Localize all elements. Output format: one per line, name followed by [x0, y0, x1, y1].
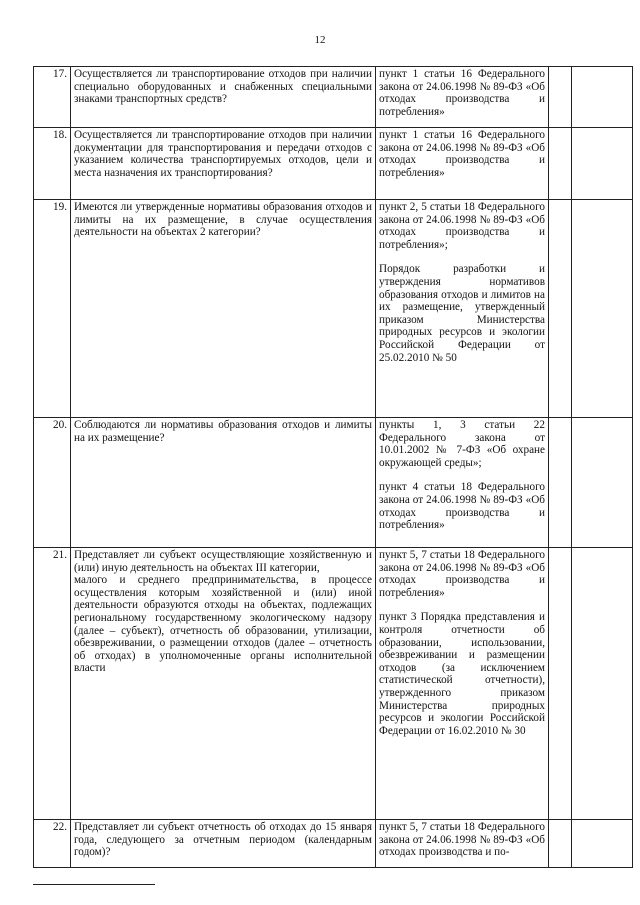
question-cell: [71, 200, 376, 418]
empty-cell: [572, 418, 633, 548]
row-number: 21.: [34, 548, 71, 820]
empty-cell: [572, 548, 633, 820]
legal-reference-cell: [376, 418, 549, 548]
legal-reference-cell: [376, 820, 549, 868]
row-number: 19.: [34, 200, 71, 418]
legal-reference-text: пункт 1 статьи 16 Федерального закона от 24.06.1998 № 89-ФЗ «Об отходах производства и потребления»: [379, 129, 545, 179]
legal-reference-text: пункт 1 статьи 16 Федерального закона от 24.06.1998 № 89-ФЗ «Об отходах производства и потребления»: [379, 68, 545, 118]
question-text: Имеются ли утвержденные нормативы образования отходов и лимиты на их размещение, в случае осуществления деятельности на объектах 2 категории?: [74, 201, 372, 239]
question-text: Осуществляется ли транспортирование отходов при наличии документации для транспортирования и передачи отходов с указанием количества транспортируемых отходов, цели и места назначения их транспортирования?: [74, 129, 372, 179]
question-cell: [71, 128, 376, 200]
legal-reference-cell: [376, 200, 549, 418]
checklist-table: [33, 66, 633, 868]
legal-reference-cell: [376, 67, 549, 128]
empty-cell: [572, 128, 633, 200]
row-number: 20.: [34, 418, 71, 548]
empty-cell: [549, 820, 572, 868]
page-number: 12: [314, 34, 326, 46]
empty-cell: [549, 67, 572, 128]
table-row: [34, 200, 633, 418]
question-text: Соблюдаются ли нормативы образования отходов и лимиты на их размещение?: [74, 419, 372, 444]
question-cell: [71, 67, 376, 128]
legal-reference-text: пункты 1, 3 статьи 22 Федерального закона от 10.01.2002 № 7-ФЗ «Об охране окружающей среды»;: [379, 419, 545, 469]
empty-cell: [549, 200, 572, 418]
question-cell: [71, 418, 376, 548]
legal-reference-text: пункт 2, 5 статьи 18 Федерального закона от 24.06.1998 № 89-ФЗ «Об отходах производства и потребления»;: [379, 201, 545, 251]
question-text: Представляет ли субъект осуществляющие хозяйственную и (или) иную деятельность на объектах III категории,: [74, 549, 372, 574]
table-row: [34, 418, 633, 548]
legal-reference-cell: [376, 548, 549, 820]
question-cell: [71, 820, 376, 868]
question-text: Осуществляется ли транспортирование отходов при наличии специально оборудованных и снабженных специальными знаками транспортных средств?: [74, 68, 372, 106]
row-number: 17.: [34, 67, 71, 128]
empty-cell: [572, 200, 633, 418]
question-cell: [71, 548, 376, 820]
empty-cell: [549, 548, 572, 820]
table-row: [34, 820, 633, 868]
legal-reference-text: Порядок разработки и утверждения нормативов образования отходов и лимитов на их размещение, утвержденный приказом Министерства природных ресурсов и экологии Российской Федерации от 25.02.2010 № 50: [379, 263, 545, 364]
question-text: Представляет ли субъект отчетность об отходах до 15 января года, следующего за отчетным периодом (календарным годом)?: [74, 821, 372, 859]
footnote-divider: [33, 884, 155, 885]
empty-cell: [572, 820, 633, 868]
legal-reference-text: пункт 5, 7 статьи 18 Федерального закона от 24.06.1998 № 89-ФЗ «Об отходах производства и потребления»: [379, 549, 545, 599]
row-number: 18.: [34, 128, 71, 200]
empty-cell: [549, 128, 572, 200]
table-row: [34, 548, 633, 820]
table-row: [34, 67, 633, 128]
empty-cell: [572, 67, 633, 128]
empty-cell: [549, 418, 572, 548]
legal-reference-text: пункт 5, 7 статьи 18 Федерального закона от 24.06.1998 № 89-ФЗ «Об отходах производства и по-: [379, 821, 545, 859]
legal-reference-cell: [376, 128, 549, 200]
question-text: малого и среднего предпринимательства, в процессе осуществления которым хозяйственной и (или) иной деятельности образуются отходы на объектах, подлежащих региональному государственному экологическому надзору (далее – субъект), отчетность об образовании, утилизации, обезвреживании, о размещении отходов (далее – отчетность об отходах) в уполномоченные органы исполнительной власти: [74, 574, 372, 675]
legal-reference-text: пункт 4 статьи 18 Федерального закона от 24.06.1998 № 89-ФЗ «Об отходах производства и потребления»: [379, 481, 545, 532]
row-number: 22.: [34, 820, 71, 868]
legal-reference-text: пункт 3 Порядка представления и контроля отчетности об образовании, использовании, обезвреживании и размещении отходов (за исключением статистической отчетности), утвержденного приказом Министерства природных ресурсов и экологии Российской Федерации от 16.02.2010 № 30: [379, 611, 545, 737]
table-row: [34, 128, 633, 200]
